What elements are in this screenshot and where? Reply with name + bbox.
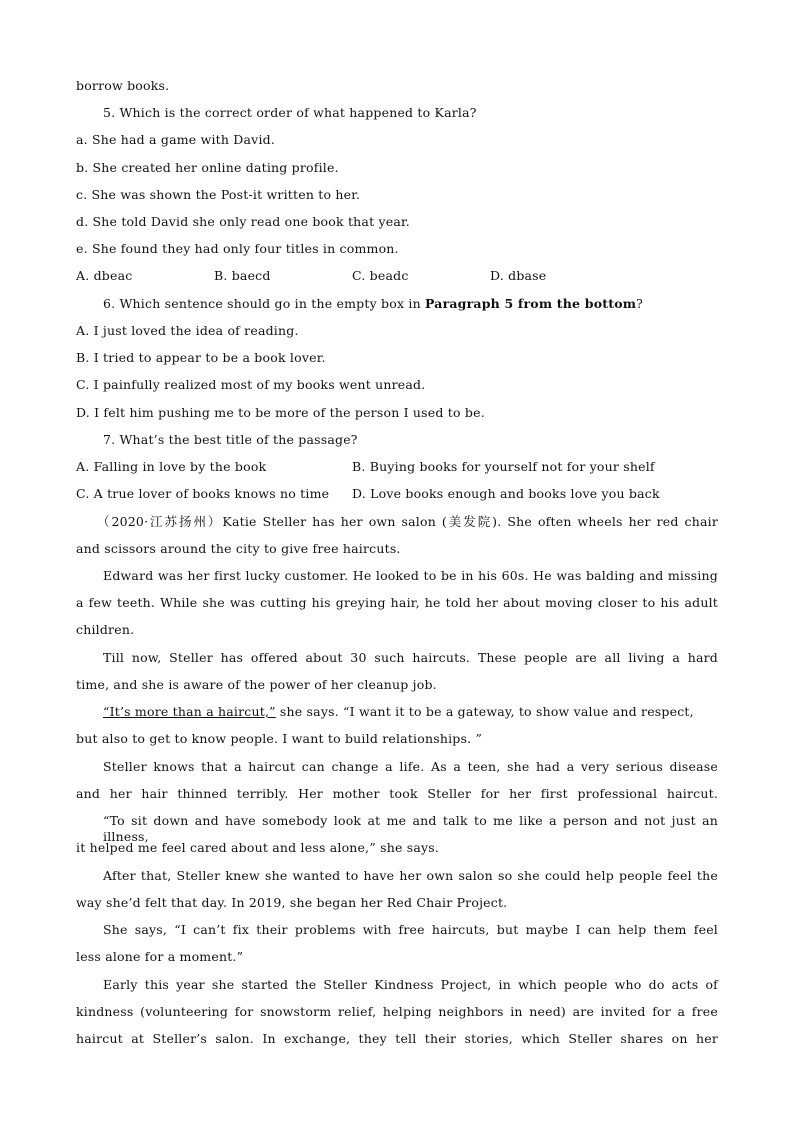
option-line: C. I painfully realized most of my books went unread. — [76, 377, 426, 392]
answer-option: A. Falling in love by the book — [76, 459, 267, 474]
option-line: b. She created her online dating profile. — [76, 160, 339, 175]
option-line: e. She found they had only four titles in common. — [76, 241, 399, 256]
text-line: borrow books. — [76, 78, 170, 93]
paragraph-line: “To sit down and have somebody look at me and talk to me like a person and not just an illness, — [103, 813, 718, 844]
paragraph-line: it helped me feel cared about and less alone,” she says. — [76, 840, 440, 855]
paragraph-line: and her hair thinned terribly. Her mother took Steller for her first professional haircut. — [76, 786, 718, 801]
answer-row — [76, 486, 718, 502]
paragraph-line: but also to get to know people. I want to build relationships. ” — [76, 731, 483, 746]
answer-option: B. Buying books for yourself not for your shelf — [352, 459, 655, 474]
paragraph-line: Till now, Steller has offered about 30 such haircuts. These people are all living a hard — [103, 650, 718, 665]
option-line: D. I felt him pushing me to be more of the person I used to be. — [76, 405, 485, 420]
paragraph-line: a few teeth. While she was cutting his greying hair, he told her about moving closer to his adult — [76, 595, 718, 610]
question-7: 7. What’s the best title of the passage? — [103, 432, 358, 447]
answer-row — [76, 268, 718, 284]
paragraph-line: Steller knows that a haircut can change a life. As a teen, she had a very serious disease — [103, 759, 718, 774]
paragraph-line: time, and she is aware of the power of her cleanup job. — [76, 677, 437, 692]
question-6 — [103, 296, 718, 312]
answer-option: A. dbeac — [76, 268, 133, 283]
paragraph-line: and scissors around the city to give free haircuts. — [76, 541, 401, 556]
paragraph-line: haircut at Steller’s salon. In exchange, they tell their stories, which Steller shares on her — [76, 1031, 718, 1046]
question-5: 5. Which is the correct order of what happened to Karla? — [103, 105, 477, 120]
option-line: B. I tried to appear to be a book lover. — [76, 350, 326, 365]
answer-option: D. Love books enough and books love you back — [352, 486, 660, 501]
answer-option: C. beadc — [352, 268, 409, 283]
paragraph-line: way she’d felt that day. In 2019, she began her Red Chair Project. — [76, 895, 508, 910]
paragraph-line: less alone for a moment.” — [76, 949, 244, 964]
option-line: A. I just loved the idea of reading. — [76, 323, 299, 338]
answer-row — [76, 459, 718, 475]
option-line: d. She told David she only read one book that year. — [76, 214, 410, 229]
question-text: 6. Which sentence should go in the empty box in — [103, 296, 421, 311]
answer-option: B. baecd — [214, 268, 271, 283]
question-mark: ? — [636, 296, 644, 311]
paragraph-line: kindness (volunteering for snowstorm relief, helping neighbors in need) are invited for a free — [76, 1004, 718, 1019]
paragraph-line: After that, Steller knew she wanted to have her own salon so she could help people feel the — [103, 868, 718, 883]
paragraph-line: Early this year she started the Steller Kindness Project, in which people who do acts of — [103, 977, 718, 992]
underlined-quote: “It’s more than a haircut,” — [103, 704, 276, 719]
answer-option: C. A true lover of books knows no time — [76, 486, 330, 501]
paragraph-line: （2020·江苏扬州）Katie Steller has her own salon (美发院). She often wheels her red chair — [97, 514, 718, 529]
answer-option: D. dbase — [490, 268, 547, 283]
paragraph-line: children. — [76, 622, 135, 637]
paragraph-line: Edward was her first lucky customer. He looked to be in his 60s. He was balding and missing — [103, 568, 718, 583]
option-line: c. She was shown the Post-it written to her. — [76, 187, 361, 202]
option-line: a. She had a game with David. — [76, 132, 276, 147]
paragraph-line: She says, “I can’t fix their problems with free haircuts, but maybe I can help them feel — [103, 922, 718, 937]
quote-continuation: she says. “I want it to be a gateway, to show value and respect, — [279, 704, 694, 719]
paragraph-line — [103, 704, 718, 720]
bold-reference: Paragraph 5 from the bottom — [425, 296, 637, 311]
